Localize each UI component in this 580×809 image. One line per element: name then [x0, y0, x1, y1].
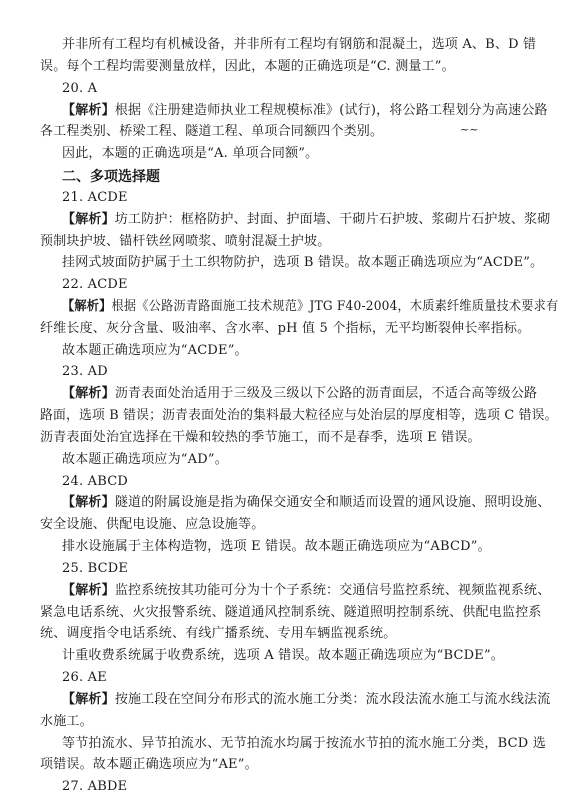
answer-number: 27. ABDE [62, 779, 128, 795]
analysis-tag: 【解析】 [62, 211, 115, 227]
analysis-tag: 【解析】 [62, 495, 115, 511]
section-heading: 二、多项选择题 [62, 169, 160, 185]
text-line: 误。每个工程均需要测量放样，因此，本题的正确选项是“C. 测量工”。 [40, 58, 455, 74]
analysis-tag: 【解析】 [62, 386, 115, 402]
text-line: 安全设施、供配电设施、应急设施等。 [40, 517, 265, 533]
text-line: 水施工。 [40, 713, 93, 729]
analysis-line: 【解析】沥青表面处治适用于三级及三级以下公路的沥青面层，不适合高等级公路 [62, 386, 538, 402]
analysis-line: 【解析】按施工段在空间分布形式的流水施工分类：流水段法流水施工与流水线法流 [62, 691, 551, 707]
answer-number: 23. AD [62, 364, 108, 380]
analysis-line: 【解析】根据《公路沥青路面施工技术规范》JTG F40-2004，木质素纤维质量技术要求有 [62, 298, 559, 314]
stray-mark: ~~ [460, 123, 479, 137]
analysis-line: 【解析】坊工防护：框格防护、封面、护面墙、干砌片石护坡、浆砌片石护坡、浆砌 [62, 211, 551, 227]
answer-number: 26. AE [62, 670, 107, 685]
text-line: 故本题正确选项应为“AD”。 [62, 451, 228, 467]
text-line: 项错误。故本题正确选项应为“AE”。 [40, 757, 258, 773]
answer-number: 21. ACDE [62, 189, 128, 205]
analysis-line: 【解析】监控系统按其功能可分为十个子系统：交通信号监控系统、视频监视系统、 [62, 582, 551, 598]
text-line: 统、调度指令电话系统、有线广播系统、专用车辆监视系统。 [40, 626, 397, 642]
text-line: 挂网式坡面防护属于土工织物防护，选项 B 错误。故本题正确选项应为“ACDE”。 [62, 255, 544, 271]
analysis-tag: 【解析】 [62, 102, 115, 118]
text-line: 因此，本题的正确选项是“A. 单项合同额”。 [62, 146, 319, 162]
text-line: 排水设施属于主体构造物，选项 E 错误。故本题正确选项应为“ABCD”。 [62, 539, 491, 555]
text-line: 沥青表面处治宜选择在干燥和较热的季节施工，而不是春季，选项 E 错误。 [40, 429, 481, 445]
text-line: 计重收费系统属于收费系统，选项 A 错误。故本题正确选项应为“BCDE”。 [62, 648, 504, 664]
answer-number: 22. ACDE [62, 277, 128, 293]
text-line: 故本题正确选项应为“ACDE”。 [62, 342, 248, 358]
text-line: 紧急电话系统、火灾报警系统、隧道通风控制系统、隧道照明控制系统、供配电监控系 [40, 604, 542, 620]
answer-number: 24. ABCD [62, 473, 128, 489]
answer-number: 25. BCDE [62, 560, 129, 576]
text-line: 预制块护坡、锚杆铁丝网喷浆、喷射混凝土护坡。 [40, 233, 331, 249]
analysis-line: 【解析】隧道的附属设施是指为确保交通安全和顺适而设置的通风设施、照明设施、 [62, 495, 551, 511]
text-line: 等节拍流水、异节拍流水、无节拍流水均属于按流水节拍的流水施工分类，BCD 选 [62, 735, 546, 751]
analysis-tag: 【解析】 [62, 298, 112, 314]
text-line: 并非所有工程均有机械设备，并非所有工程均有钢筋和混凝土，选项 A、B、D 错 [62, 37, 537, 52]
text-line: 路面，选项 B 错误；沥青表面处治的集料最大粒径应与处治层的厚度相等，选项 C 错误。 [40, 408, 558, 424]
analysis-tag: 【解析】 [62, 691, 115, 707]
analysis-line: 【解析】根据《注册建造师执业工程规模标准》(试行)，将公路工程划分为高速公路 [62, 102, 548, 118]
analysis-tag: 【解析】 [62, 582, 115, 598]
text-line: 各工程类别、桥梁工程、隧道工程、单项合同额四个类别。 [40, 124, 384, 140]
answer-number: 20. A [62, 80, 98, 96]
text-line: 纤维长度、灰分含量、吸油率、含水率、pH 值 5 个指标，无平均断裂伸长率指标。 [40, 320, 531, 336]
